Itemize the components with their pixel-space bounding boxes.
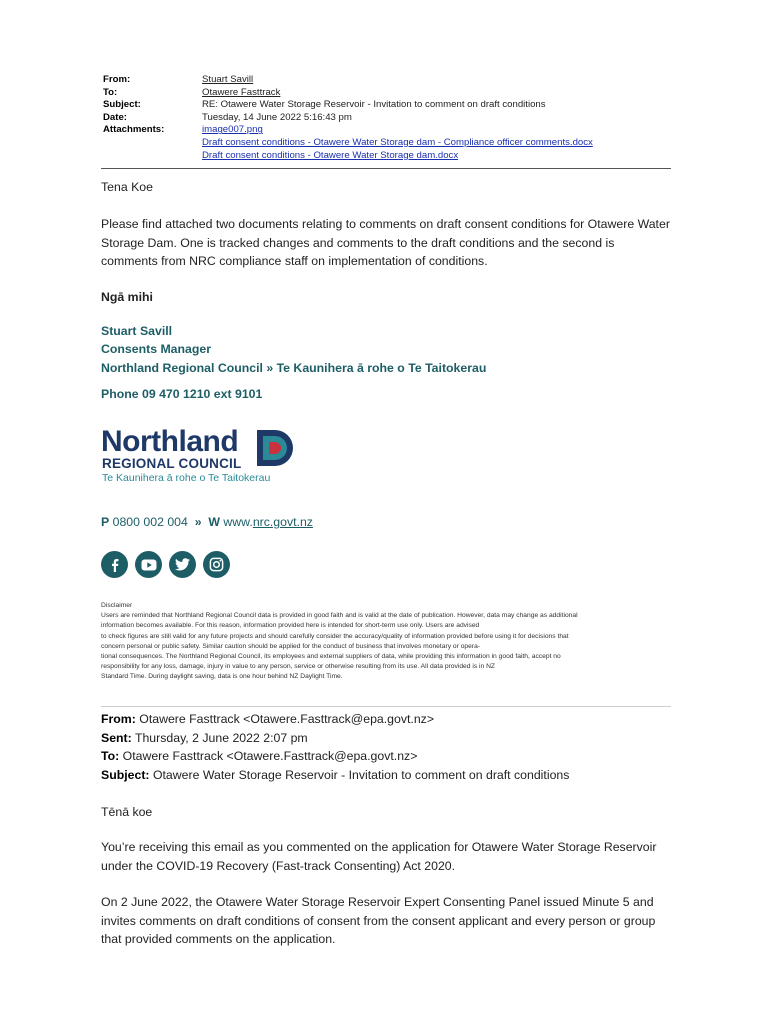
forwarded-paragraph: You’re receiving this email as you commented on the application for Otawere Water Storage Reservoir under the COVID-19 Recovery (Fast-track Consenting) Act 2020. (101, 840, 657, 873)
contact-w-label: W (208, 515, 220, 529)
header-from-row (103, 74, 673, 87)
attachment-link[interactable]: Draft consent conditions - Otawere Water Storage dam - Compliance officer comments.docx (202, 136, 593, 148)
forwarded-subject-value: Otawere Water Storage Reservoir - Invitation to comment on draft conditions (152, 767, 570, 782)
forwarded-to-row (101, 747, 671, 766)
contact-line (101, 515, 313, 529)
forwarded-greeting: Tēnā koe (101, 805, 153, 819)
signature-block (101, 322, 671, 403)
instagram-icon[interactable] (203, 551, 230, 578)
header-to-link[interactable]: Otawere Fasttrack (202, 86, 281, 98)
contact-separator: » (194, 515, 202, 529)
forwarded-subject-row (101, 766, 671, 785)
forwarded-from-label: From: (101, 712, 136, 726)
nrc-logo (101, 424, 311, 488)
disclaimer-line: Users are reminded that Northland Regional Council data is provided in good faith and is valid at the date of publication. However, data may change as additional (101, 612, 578, 620)
logo-sub: REGIONAL COUNCIL (102, 456, 242, 471)
header-date-value: Tuesday, 14 June 2022 5:16:43 pm (202, 111, 352, 123)
signature-org: Northland Regional Council » Te Kaunihera ā rohe o Te Taitokerau (101, 360, 487, 375)
header-attachments-label: Attachments: (103, 124, 165, 136)
forwarded-paragraph: On 2 June 2022, the Otawere Water Storage Reservoir Expert Consenting Panel issued Minute 5 and invites comments on draft conditions of consent from the consent applicant and every person or group that provided comments on the application. (101, 895, 656, 946)
contact-p-label: P (101, 515, 110, 529)
forwarded-header (101, 710, 671, 784)
message-closing: Ngā mihi (101, 290, 153, 304)
message-greeting: Tena Koe (101, 180, 153, 194)
message-paragraph: Please find attached two documents relating to comments on draft consent conditions for Otawere Water Storage Dam. One is tracked changes and comments to the draft conditions and the second is comments from NRC compliance staff on implementation of conditions. (101, 217, 670, 268)
disclaimer-line: information becomes available. For this reason, information provided here is intended for short-term use only. Users are advised (101, 622, 480, 630)
header-from-label: From: (103, 74, 131, 85)
attachment-list (202, 124, 593, 162)
disclaimer-line: to check figures are still valid for any future projects and should carefully consider the accuracy/quality of information provided before using it for decisions that (101, 632, 569, 640)
contact-web-prefix: www. (223, 515, 253, 529)
forwarded-from-value: Otawere Fasttrack <Otawere.Fasttrack@epa.govt.nz> (139, 712, 435, 726)
disclaimer-line: responsibility for any loss, damage, injury in value to any person, service or otherwise resulting from its use. All data provided is in NZ (101, 663, 496, 671)
header-to-label: To: (103, 86, 118, 98)
header-date-label: Date: (103, 111, 127, 123)
disclaimer-line: concern personal or public safety. Similar caution should be applied for the conduct of business that involves monetary or opera- (101, 642, 481, 650)
header-to-row (103, 87, 673, 100)
nrc-logo-mark-icon (253, 426, 297, 470)
header-divider (101, 168, 671, 169)
forwarded-sent-row (101, 729, 671, 748)
signature-title: Consents Manager (101, 342, 212, 357)
disclaimer-title: Disclaimer (101, 602, 133, 609)
forwarded-from-row (101, 710, 671, 729)
forwarded-to-value: Otawere Fasttrack <Otawere.Fasttrack@epa.govt.nz> (122, 749, 418, 764)
signature-phone: Phone 09 470 1210 ext 9101 (101, 386, 263, 401)
logo-maori: Te Kaunihera ā rohe o Te Taitokerau (102, 472, 271, 484)
attachment-link[interactable]: image007.png (202, 124, 263, 136)
header-date-row (103, 112, 673, 125)
header-subject-label: Subject: (103, 99, 141, 111)
forwarded-to-label: To: (101, 749, 120, 764)
disclaimer-line: tional consequences. The Northland Regional Council, its employees and external suppliers of data, while providing this information in good faith, accept no (101, 653, 561, 661)
disclaimer (101, 601, 676, 683)
header-from-link[interactable]: Stuart Savill (202, 74, 254, 85)
header-attachments-row (103, 124, 673, 162)
forwarded-sent-value: Thursday, 2 June 2022 2:07 pm (134, 730, 308, 745)
facebook-icon[interactable] (101, 551, 128, 578)
disclaimer-line: Standard Time. During daylight saving, data is one hour behind NZ Daylight Time. (101, 673, 343, 681)
website-link[interactable]: nrc.govt.nz (252, 515, 313, 529)
header-subject-value: RE: Otawere Water Storage Reservoir - Invitation to comment on draft conditions (202, 99, 546, 111)
forwarded-sent-label: Sent: (101, 730, 132, 745)
signature-name: Stuart Savill (101, 324, 173, 338)
youtube-icon[interactable] (135, 551, 162, 578)
contact-phone: 0800 002 004 (112, 515, 188, 529)
email-header (103, 74, 673, 162)
forwarded-subject-label: Subject: (101, 767, 150, 782)
forward-divider (101, 706, 671, 707)
social-icons (101, 551, 230, 578)
logo-name: Northland (101, 425, 239, 458)
twitter-icon[interactable] (169, 551, 196, 578)
header-subject-row (103, 99, 673, 112)
attachment-link[interactable]: Draft consent conditions - Otawere Water Storage dam.docx (202, 149, 459, 161)
